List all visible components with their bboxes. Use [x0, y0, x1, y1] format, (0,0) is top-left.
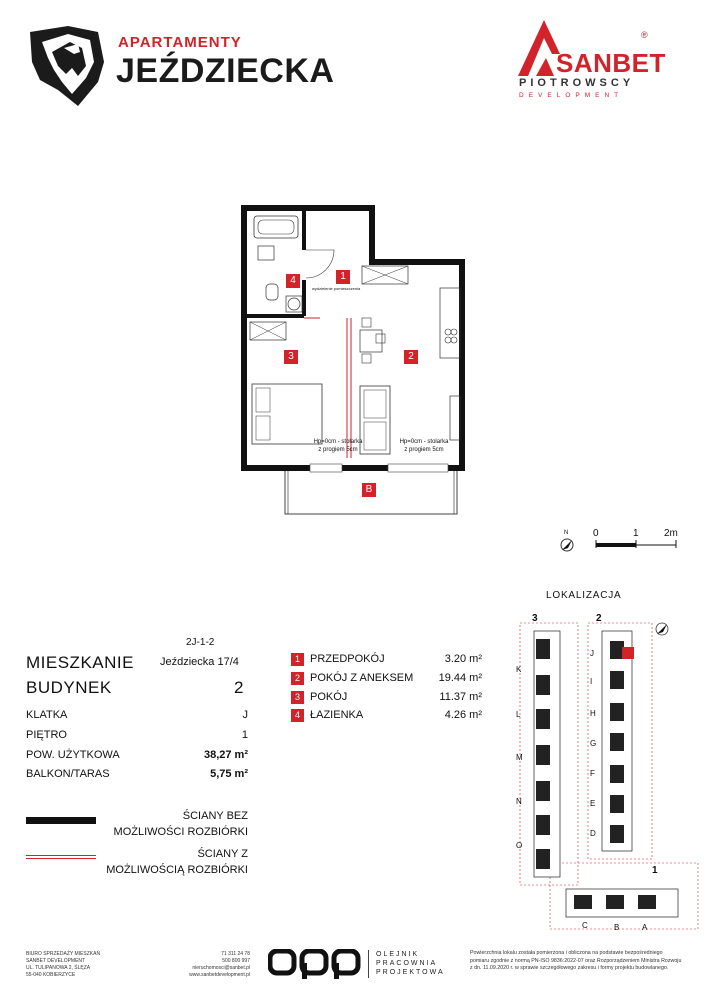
- small-note: wydzielenie pomieszczenia: [312, 286, 361, 291]
- legend-removable-text: [100, 846, 248, 878]
- threshold-note-1b: z progiem 5cm: [318, 447, 358, 453]
- developer-sub: PIOTROWSCY: [519, 77, 635, 89]
- klatka-value: J: [242, 709, 248, 721]
- room-area-2: 19.44 m²: [438, 672, 482, 684]
- footer-measurement-note: [470, 950, 695, 973]
- stair-m: M: [516, 753, 523, 762]
- legend-fixed-text-2: MOŻLIWOŚCI ROZBIÓRKI: [113, 826, 248, 838]
- legend-removable-wall: [26, 855, 96, 859]
- developer-name: SANBET: [556, 48, 666, 78]
- room-number-4: 4: [286, 274, 300, 288]
- site-map-drawing: [510, 605, 700, 935]
- room-area-1: 3.20 m²: [444, 653, 482, 665]
- brand-subtitle: APARTAMENTY: [118, 34, 242, 51]
- room-area-4: 4.26 m²: [444, 709, 482, 721]
- opp-text: [376, 950, 445, 977]
- budynek-value: 2: [234, 678, 244, 697]
- stair-d: D: [590, 829, 596, 838]
- stair-g: G: [590, 739, 597, 748]
- footer-note-1: Powierzchnia lokalu została pomierzona i obliczona na podstawie bezpośredniego: [470, 950, 663, 956]
- legend-fixed-wall: [26, 817, 96, 824]
- room-badge-3: 3: [291, 691, 304, 704]
- scale-tick-0: 0: [593, 528, 599, 539]
- legend-removable-text-2: MOŻLIWOŚCIĄ ROZBIÓRKI: [106, 864, 248, 876]
- threshold-note-2: [394, 438, 454, 454]
- stair-f: F: [590, 769, 595, 778]
- room-number-2: 2: [404, 350, 418, 364]
- footer-phone-2: 500 800 997: [222, 958, 250, 964]
- developer-dev: DEVELOPMENT: [519, 92, 624, 99]
- building-label-3: 3: [532, 613, 538, 624]
- footer-email[interactable]: nieruchomosci@sanbet.pl: [192, 965, 250, 971]
- room-badge-1: 1: [291, 653, 304, 666]
- pietro-value: 1: [241, 729, 248, 741]
- stair-b: B: [614, 923, 620, 932]
- stair-c: C: [582, 921, 588, 930]
- stair-j: J: [590, 649, 594, 658]
- location-title: LOKALIZACJA: [546, 590, 622, 601]
- stair-e: E: [590, 799, 596, 808]
- opp-logo-icon: [268, 949, 363, 979]
- room-area-3: 11.37 m²: [439, 691, 482, 703]
- klatka-label: KLATKA: [26, 709, 68, 721]
- footer-office-1: BIURO SPRZEDAŻY MIESZKAŃ: [26, 951, 101, 957]
- building-label-2: 2: [596, 613, 602, 624]
- budynek-label: BUDYNEK: [26, 678, 112, 697]
- footer-divider: [368, 950, 369, 978]
- legend-fixed-text: [100, 808, 248, 840]
- footer-office-3: UL. TULIPANOWA 2, ŚLĘZA: [26, 965, 91, 971]
- stair-l: L: [516, 710, 521, 719]
- legend-fixed-text-1: ŚCIANY BEZ: [182, 810, 248, 822]
- footer-note-2: pomiaru zgodnie z normą PN-ISO 9836:2022-07 oraz Rozporządzeniem Ministra Rozwoju: [470, 957, 682, 964]
- room-number-1: 1: [336, 270, 350, 284]
- footer-web[interactable]: www.sanbetdevelopment.pl: [189, 972, 250, 978]
- footer-note-3: z dn. 11.09.2020 r. w sprawie szczegółowego zakresu i formy projektu budowlanego.: [470, 965, 669, 971]
- room-name-4: ŁAZIENKA: [310, 709, 364, 721]
- room-badge-4: 4: [291, 709, 304, 722]
- room-number-3: 3: [284, 350, 298, 364]
- footer-office-2: SANBET DEVELOPMENT: [26, 958, 86, 964]
- legend-removable-text-1: ŚCIANY Z: [197, 848, 248, 860]
- apartment-code: 2J-1-2: [186, 637, 215, 648]
- floor-plan: [230, 200, 480, 520]
- area-label: POW. UŻYTKOWA: [26, 749, 120, 761]
- location-map: [510, 605, 700, 935]
- scale-tick-1: 1: [633, 528, 639, 539]
- footer-contact: [170, 951, 250, 979]
- threshold-note-1a: Hp=0cm - stolarka: [313, 439, 363, 445]
- building-label-1: 1: [652, 865, 658, 876]
- room-badge-2: 2: [291, 672, 304, 685]
- threshold-note-1: [308, 438, 368, 454]
- threshold-note-2a: Hp=0cm - stolarka: [399, 439, 449, 445]
- pietro-label: PIĘTRO: [26, 729, 67, 741]
- scale-bar: [558, 528, 688, 562]
- room-name-3: POKÓJ: [310, 691, 348, 703]
- scale-tick-2: 2m: [664, 528, 678, 539]
- stair-i: I: [590, 677, 593, 686]
- footer-phone-1: 71 311 24 78: [221, 951, 250, 957]
- opp-text-1: OLEJNIK: [376, 951, 420, 958]
- balcony-value: 5,75 m²: [210, 768, 248, 780]
- area-value: 38,27 m²: [203, 749, 248, 761]
- stair-a: A: [642, 923, 648, 932]
- footer-office-4: 55-040 KOBIERZYCE: [26, 972, 76, 978]
- opp-text-2: PRACOWNIA: [376, 960, 438, 967]
- floor-plan-drawing: [230, 200, 480, 520]
- stair-o: O: [516, 841, 523, 850]
- brand-title: JEŹDZIECKA: [116, 52, 335, 90]
- apartment-address: Jeździecka 17/4: [160, 656, 239, 668]
- stair-n: N: [516, 797, 522, 806]
- balcony-label: BALKON/TARAS: [26, 768, 110, 780]
- opp-text-3: PROJEKTOWA: [376, 969, 445, 976]
- room-name-2: POKÓJ Z ANEKSEM: [310, 672, 414, 684]
- mieszkanie-label: MIESZKANIE: [26, 653, 134, 672]
- stair-h: H: [590, 709, 596, 718]
- threshold-note-2b: z progiem 5cm: [404, 447, 444, 453]
- room-name-1: PRZEDPOKÓJ: [310, 653, 385, 665]
- stair-k: K: [516, 665, 522, 674]
- north-label: N: [564, 530, 569, 536]
- room-number-b: B: [362, 483, 376, 497]
- footer-office: [26, 951, 100, 979]
- registered-mark: ®: [641, 30, 648, 40]
